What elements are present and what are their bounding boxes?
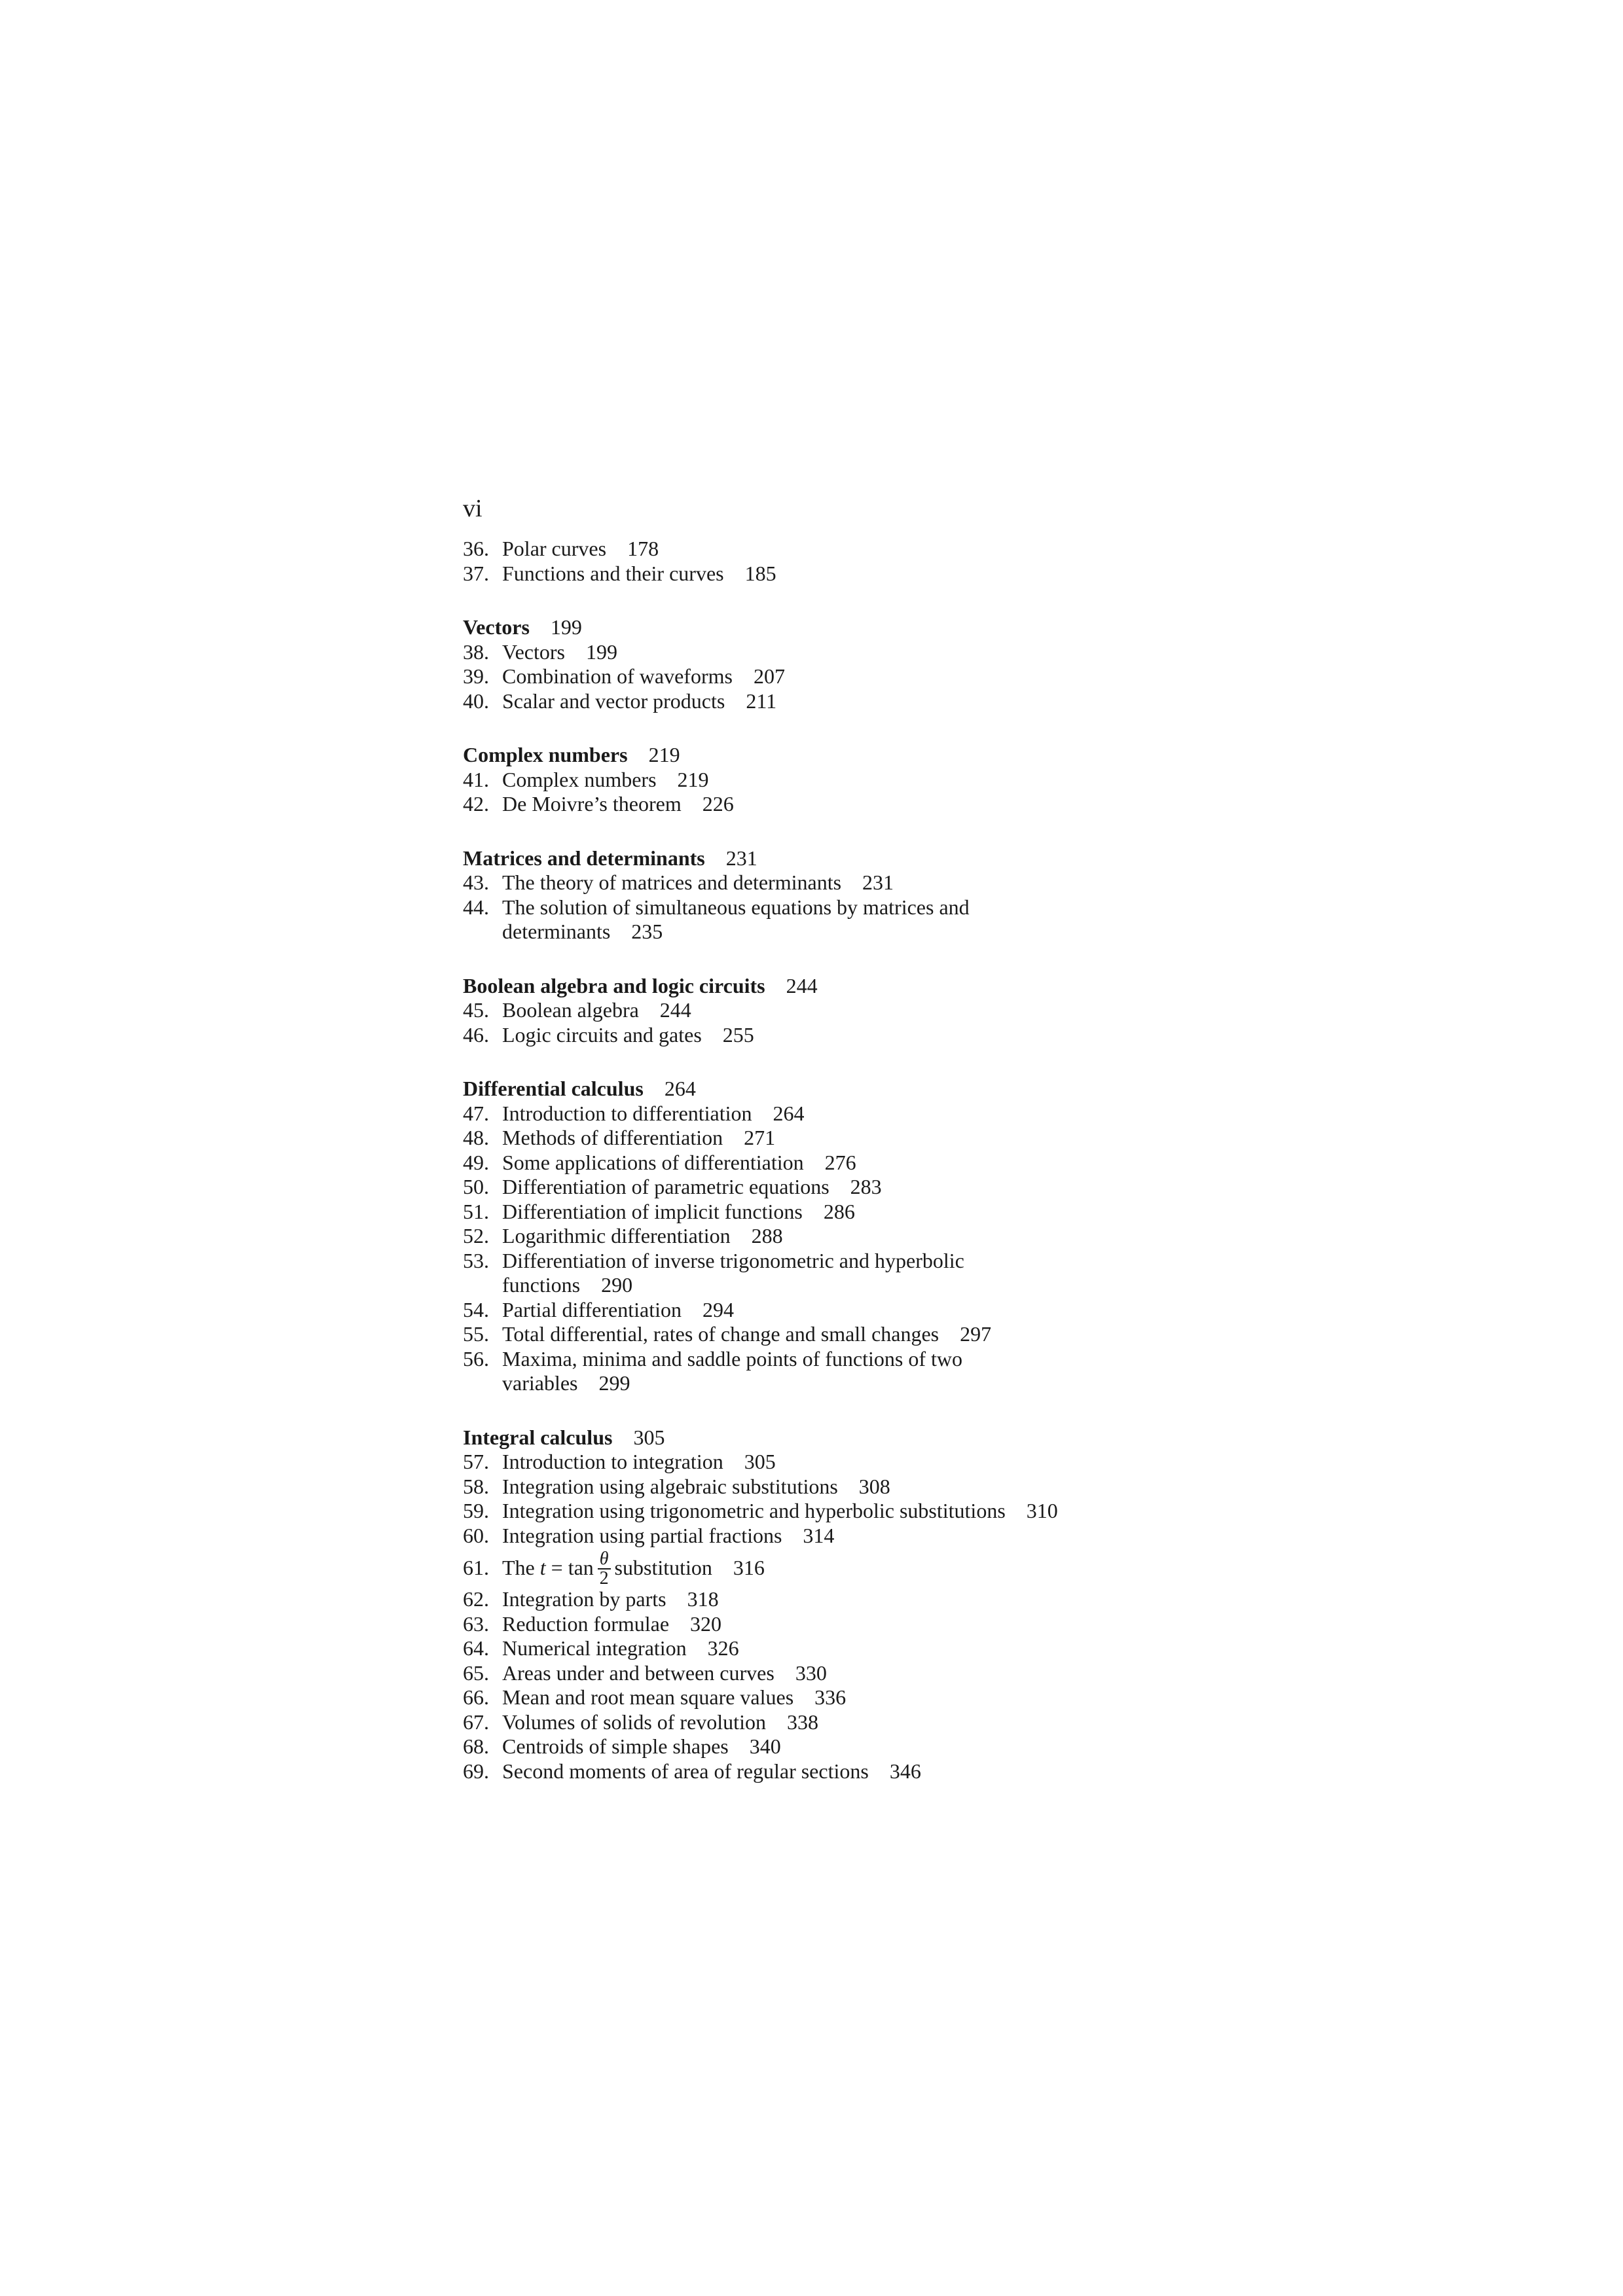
toc-entry [463,1298,1078,1323]
part-title: Vectors [463,615,530,639]
chapter-title: Methods of differentiation [502,1126,723,1149]
part-heading [463,615,1589,640]
toc-entry [463,1322,1078,1347]
chapter-title: De Moivre’s theorem [502,792,682,816]
chapter-page-number: 310 [1026,1499,1058,1522]
part-heading [463,974,1589,999]
chapter-title: Vectors [502,639,565,664]
chapter-page-number: 316 [733,1556,765,1579]
chapter-title: Integration by parts [502,1587,666,1611]
part-title: Matrices and determinants [463,846,705,870]
toc-entry [463,1102,1078,1126]
chapter-title: Polar curves [502,537,607,560]
chapter-page-number: 235 [631,920,663,943]
toc-entry [463,689,1078,714]
toc-entry [463,1524,1078,1549]
chapter-page-number: 178 [627,537,659,560]
chapter-title: Logarithmic differentiation [502,1224,731,1247]
chapter-title: Logic circuits and gates [502,1022,702,1047]
chapter-number: 54. [463,1297,489,1321]
part-heading [463,1077,1589,1102]
part-title: Complex numbers [463,743,628,766]
chapter-number: 47. [463,1101,489,1125]
chapter-page-number: 286 [823,1199,855,1223]
chapter-page-number: 340 [749,1734,781,1758]
toc-part [463,1077,1589,1396]
toc-entry [463,1450,1078,1475]
toc-entry [463,1587,1078,1612]
chapter-page-number: 283 [850,1175,882,1198]
chapter-page-number: 305 [744,1450,776,1473]
chapter-title: Areas under and between curves [502,1660,775,1685]
toc-entry [463,1475,1078,1499]
chapter-page-number: 244 [659,998,691,1022]
toc-entry [463,768,1078,793]
chapter-number: 59. [463,1499,489,1522]
part-title: Integral calculus [463,1425,613,1449]
chapter-number: 42. [463,792,489,816]
math-equals-tan: = tan [551,1556,594,1579]
chapter-page-number: 211 [746,689,777,713]
part-page-number: 305 [633,1425,665,1449]
toc-entry [463,640,1078,665]
chapter-number: 64. [463,1636,489,1660]
chapter-number: 45. [463,998,489,1022]
chapter-page-number: 276 [824,1150,856,1174]
chapter-number: 49. [463,1150,489,1174]
chapter-title: Boolean algebra [502,998,639,1022]
chapter-number: 68. [463,1734,489,1758]
part-heading [463,1426,1589,1450]
chapter-number: 37. [463,561,489,585]
part-title: Boolean algebra and logic circuits [463,973,765,997]
toc-part [463,615,1589,713]
part-page-number: 219 [648,743,680,766]
toc-entry [463,1151,1078,1175]
chapter-page-number: 336 [814,1685,847,1709]
toc-entry [463,792,1078,817]
toc-entry [463,1548,1078,1587]
toc-entry [463,1249,1078,1298]
toc-entry [463,562,1078,586]
chapter-title: Combination of waveforms [502,664,733,688]
toc-entry [463,870,1078,895]
chapter-page-number: 185 [744,561,776,585]
toc-entry [463,1499,1235,1524]
chapter-page-number: 264 [773,1101,805,1125]
toc-page [463,495,1589,1784]
chapter-title: Centroids of simple shapes [502,1734,729,1758]
chapter-number: 65. [463,1660,489,1685]
math-variable-t: t [539,1556,546,1579]
chapter-page-number: 294 [702,1297,734,1321]
chapter-number: 53. [463,1248,489,1272]
chapter-title: Integration using partial fractions [502,1523,782,1547]
chapter-page-number: 318 [687,1587,719,1611]
chapter-title: Reduction formulae [502,1611,670,1636]
chapter-title: Maxima, minima and saddle points of functions of two variables [502,1346,962,1395]
chapter-number: 52. [463,1224,489,1247]
toc-entry [463,895,1078,944]
chapter-number: 43. [463,870,489,894]
chapter-page-number: 338 [786,1710,818,1734]
toc-entry [463,1023,1078,1048]
chapter-title: Complex numbers [502,767,657,791]
toc-part [463,1426,1589,1784]
chapter-page-number: 207 [753,664,785,688]
toc-entry [463,1661,1078,1686]
toc-entry [463,1759,1078,1784]
chapter-number: 39. [463,664,489,688]
chapter-title: Differentiation of implicit functions [502,1199,803,1223]
chapter-title: The solution of simultaneous equations by matrices and determinants [502,895,970,943]
part-heading [463,743,1589,768]
chapter-page-number: 199 [585,639,617,664]
page-folio: vi [463,495,483,522]
chapter-page-number: 326 [707,1636,739,1660]
chapter-title: Differentiation of inverse trigonometric and hyperbolic functions [502,1248,964,1297]
chapter-title: Volumes of solids of revolution [502,1710,766,1734]
chapter-number: 66. [463,1685,489,1709]
table-of-contents [463,537,1589,1784]
chapter-page-number: 288 [751,1224,783,1247]
toc-entry [463,1636,1078,1661]
chapter-page-number: 271 [744,1126,776,1149]
toc-part [463,974,1589,1048]
chapter-page-number: 297 [960,1322,992,1346]
chapter-number: 48. [463,1126,489,1149]
toc-entry [463,1347,1078,1396]
toc-part [463,743,1589,817]
toc-entry [463,1612,1078,1637]
part-title: Differential calculus [463,1077,644,1100]
toc-entry [463,1685,1078,1710]
toc-entry [463,1734,1078,1759]
chapter-title: Integration using algebraic substitutions [502,1474,838,1498]
part-page-number: 199 [550,615,582,639]
chapter-page-number: 255 [722,1022,754,1047]
chapter-title: Total differential, rates of change and small changes [502,1322,939,1346]
chapter-title: Second moments of area of regular sections [502,1759,869,1783]
chapter-page-number: 320 [690,1611,722,1636]
toc-entry [463,998,1078,1023]
toc-entry [463,1224,1078,1249]
chapter-number: 41. [463,767,489,791]
chapter-page-number: 346 [889,1759,921,1783]
chapter-number: 62. [463,1587,489,1611]
chapter-title: The theory of matrices and determinants [502,870,842,894]
toc-entry [463,1710,1078,1735]
chapter-number: 63. [463,1611,489,1636]
chapter-number: 56. [463,1346,489,1371]
chapter-number: 57. [463,1450,489,1473]
part-page-number: 231 [725,846,757,870]
toc-part [463,846,1589,944]
chapter-page-number: 231 [862,870,894,894]
toc-entry [463,1200,1078,1225]
chapter-number: 44. [463,895,489,919]
chapter-number: 36. [463,537,489,560]
math-fraction [598,1550,611,1588]
part-page-number: 264 [664,1077,696,1100]
chapter-title-prefix: The [502,1556,535,1579]
chapter-title: Differentiation of parametric equations [502,1175,830,1198]
chapter-number: 51. [463,1199,489,1223]
chapter-title-suffix: substitution [614,1556,712,1579]
chapter-title: Partial differentiation [502,1297,682,1321]
chapter-number: 40. [463,689,489,713]
fraction-numerator: θ [598,1550,611,1570]
toc-part [463,537,1589,586]
chapter-page-number: 308 [858,1474,890,1498]
part-heading [463,846,1589,871]
chapter-title: Numerical integration [502,1636,687,1660]
chapter-number: 58. [463,1474,489,1498]
chapter-number: 55. [463,1322,489,1346]
chapter-title: Some applications of differentiation [502,1150,804,1174]
toc-entry [463,664,1078,689]
toc-entry [463,1126,1078,1151]
chapter-page-number: 299 [598,1371,630,1395]
chapter-page-number: 314 [803,1523,835,1547]
chapter-title: Introduction to differentiation [502,1101,752,1125]
chapter-title: Scalar and vector products [502,689,725,713]
chapter-number: 38. [463,639,489,664]
chapter-page-number: 290 [601,1273,633,1297]
fraction-denominator: 2 [599,1568,609,1588]
chapter-number: 61. [463,1556,489,1579]
chapter-number: 50. [463,1175,489,1198]
chapter-page-number: 226 [702,792,734,816]
toc-entry [463,537,1078,562]
chapter-number: 69. [463,1759,489,1783]
chapter-page-number: 219 [677,767,709,791]
chapter-number: 67. [463,1710,489,1734]
chapter-number: 46. [463,1022,489,1047]
chapter-number: 60. [463,1523,489,1547]
chapter-page-number: 330 [795,1660,827,1685]
chapter-title: Mean and root mean square values [502,1685,794,1709]
chapter-title: Introduction to integration [502,1450,723,1473]
toc-entry [463,1175,1078,1200]
chapter-title: Functions and their curves [502,561,724,585]
chapter-title: Integration using trigonometric and hyperbolic substitutions [502,1499,1006,1522]
part-page-number: 244 [786,973,818,997]
